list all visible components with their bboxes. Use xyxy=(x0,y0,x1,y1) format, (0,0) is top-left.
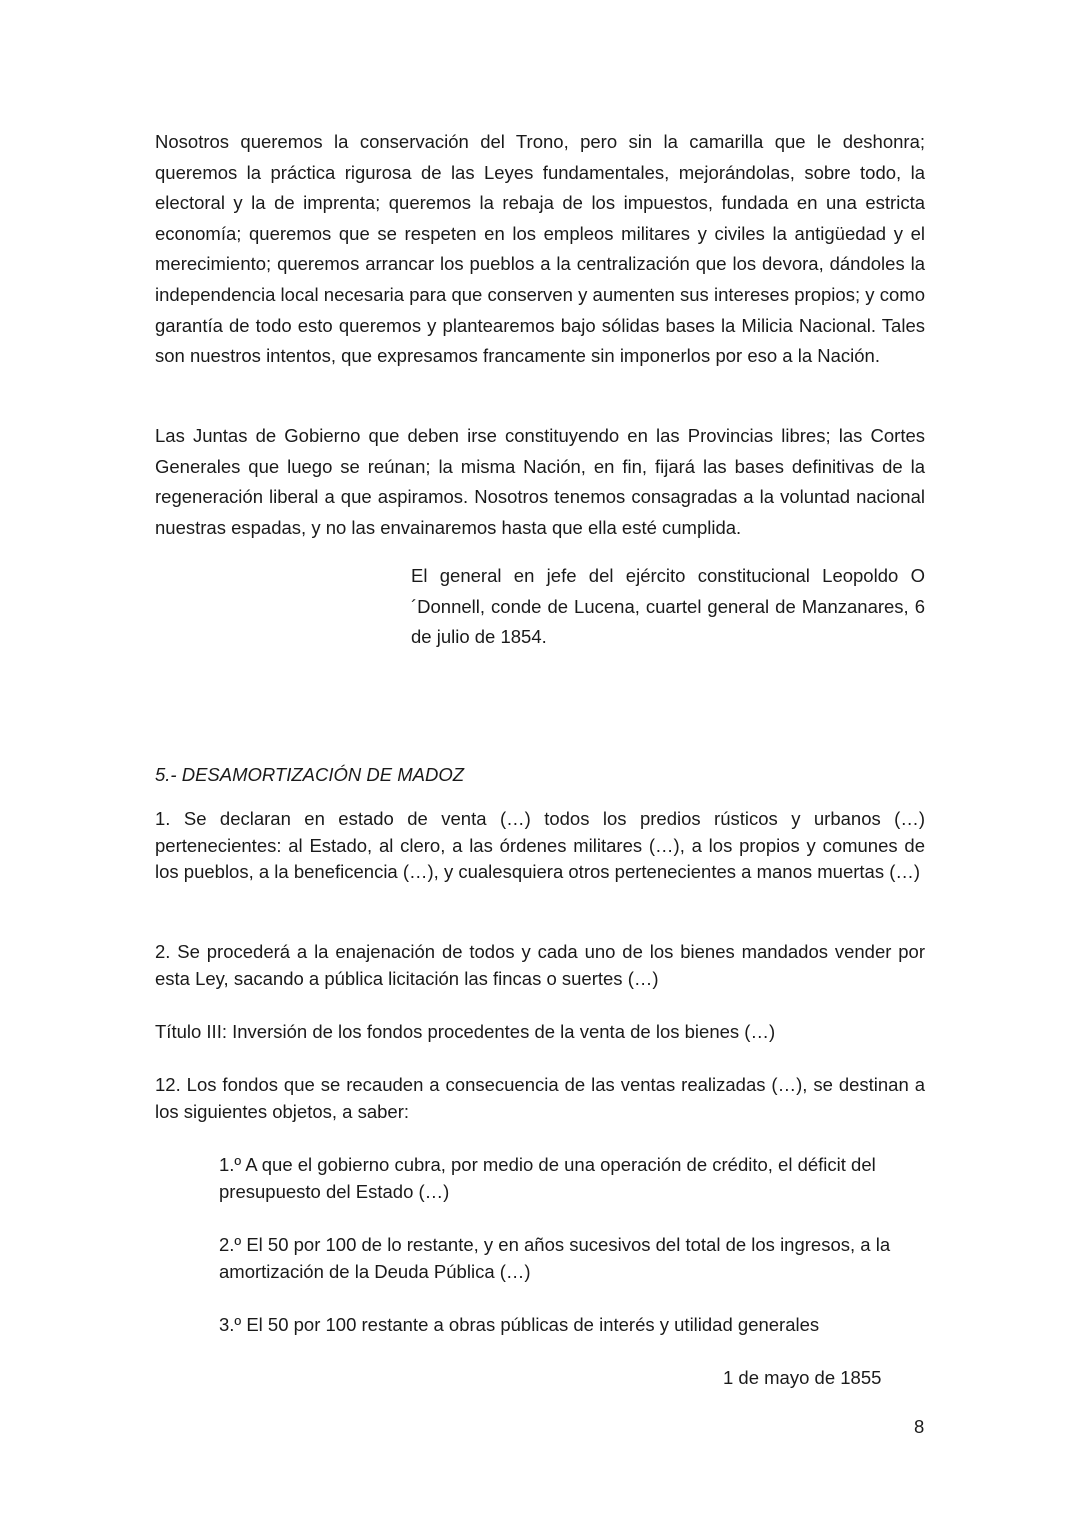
law-date: 1 de mayo de 1855 xyxy=(723,1367,882,1388)
title-3: Título III: Inversión de los fondos procedentes de la venta de los bienes (…) xyxy=(155,1021,776,1042)
article-1: 1. Se declaran en estado de venta (…) todos los predios rústicos y urbanos (…) pertenecientes: al Estado, al clero, a las órdenes militares (…), a los propios y comunes de los pueblos, a la beneficencia (…), y cualesquiera otros pertenecientes a manos muertas (…) xyxy=(155,808,925,882)
article-2: 2. Se procederá a la enajenación de todos y cada uno de los bienes mandados vender por esta Ley, sacando a pública licitación las fincas o suertes (…) xyxy=(155,941,925,989)
manifesto-signature: El general en jefe del ejército constitucional Leopoldo O´Donnell, conde de Lucena, cuartel general de Manzanares, 6 de julio de 1854. xyxy=(411,565,925,648)
manifesto-paragraph-2: Las Juntas de Gobierno que deben irse constituyendo en las Provincias libres; las Cortes Generales que luego se reúnan; la misma Nación, en fin, fijará las bases definitivas de la regeneración liberal a que aspiramos. Nosotros tenemos consagradas a la voluntad nacional nuestras espadas, y no las envainaremos hasta que ella esté cumplida. xyxy=(155,425,925,538)
article-12: 12. Los fondos que se recauden a consecuencia de las ventas realizadas (…), se destinan a los siguientes objetos, a saber: xyxy=(155,1074,925,1122)
list-item-1: 1.º A que el gobierno cubra, por medio de una operación de crédito, el déficit del presupuesto del Estado (…) xyxy=(219,1154,876,1202)
list-item-3: 3.º El 50 por 100 restante a obras públicas de interés y utilidad generales xyxy=(219,1314,820,1335)
manifesto-paragraph-1: Nosotros queremos la conservación del Trono, pero sin la camarilla que le deshonra; queremos la práctica rigurosa de las Leyes fundamentales, mejorándolas, sobre todo, la electoral y la de imprenta; queremos la rebaja de los impuestos, fundada en una estricta economía; queremos que se respeten en los empleos militares y civiles la antigüedad y el merecimiento; queremos arrancar los pueblos a la centralización que los devora, dándoles la independencia local necesaria para que conserven y aumenten sus intereses propios; y como garantía de todo esto queremos y plantearemos bajo sólidas bases la Milicia Nacional. Tales son nuestros intentos, que expresamos francamente sin imponerlos por eso a la Nación. xyxy=(155,131,925,367)
page-number: 8 xyxy=(914,1416,925,1437)
section-heading: 5.- DESAMORTIZACIÓN DE MADOZ xyxy=(155,764,465,785)
list-item-2: 2.º El 50 por 100 de lo restante, y en años sucesivos del total de los ingresos, a la amortización de la Deuda Pública (…) xyxy=(219,1234,891,1282)
